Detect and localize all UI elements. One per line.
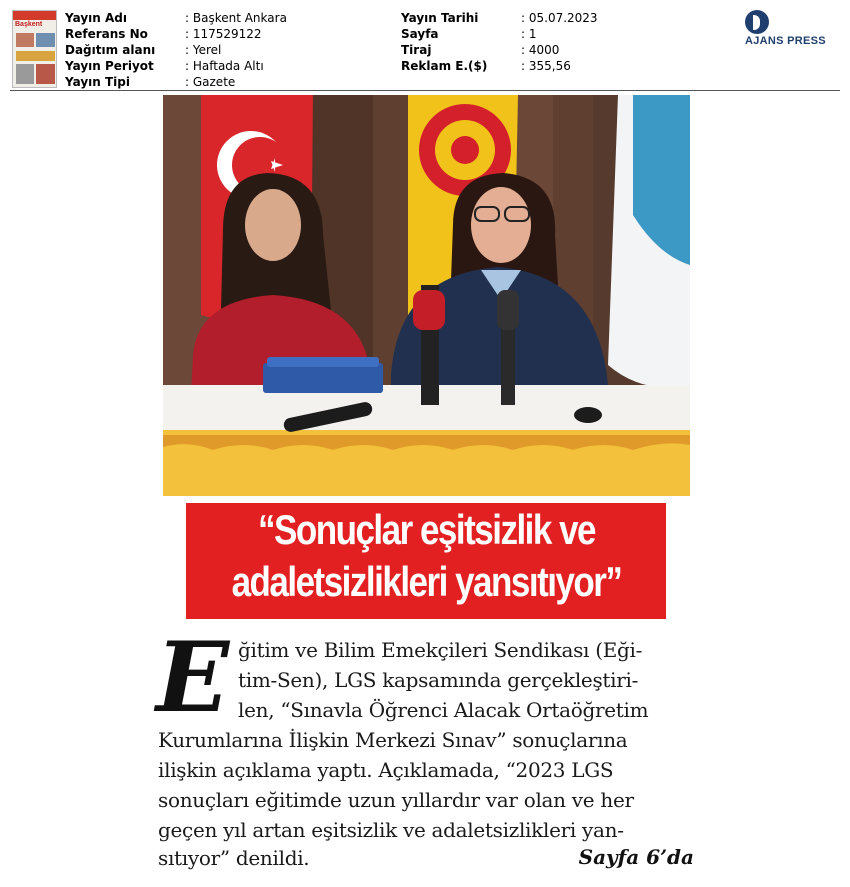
- meta-value: : Yerel: [185, 43, 222, 57]
- thumbnail-photo-block: [36, 33, 55, 47]
- meta-value: : 05.07.2023: [521, 11, 598, 25]
- meta-value: : 355,56: [521, 59, 571, 73]
- meta-label: Yayın Tarihi: [401, 11, 479, 25]
- meta-value: : 117529122: [185, 27, 262, 41]
- publication-meta-left: [65, 10, 287, 90]
- meta-row-type: [65, 74, 287, 90]
- headline-line-2: adaletsizlikleri yansıtıyor”: [231, 559, 622, 606]
- meta-row-page: [401, 26, 598, 42]
- article-line: geçen yıl artan eşitsizlik ve adaletsizlikleri yan-: [158, 818, 624, 842]
- press-conference-illustration: [163, 95, 690, 496]
- thumbnail-text-block: [16, 51, 55, 61]
- headline-line-1: “Sonuçlar eşitsizlik ve: [257, 507, 596, 554]
- drop-cap: E: [156, 621, 230, 734]
- article-line: Kurumlarına İlişkin Merkezi Sınav” sonuçlarına: [158, 728, 628, 752]
- thumbnail-photo-block: [16, 64, 34, 84]
- thumbnail-masthead: Başkent: [15, 21, 43, 28]
- publication-meta-right: [401, 10, 598, 74]
- meta-label: Tiraj: [401, 43, 432, 57]
- meta-row-period: [65, 58, 287, 74]
- press-conference-photo: [163, 95, 690, 496]
- meta-row-publication-name: [65, 10, 287, 26]
- continued-page-ref[interactable]: Sayfa 6’da: [578, 845, 694, 869]
- article-line: len, “Sınavla Öğrenci Alacak Ortaöğretim: [238, 698, 649, 722]
- meta-row-reference-no: [65, 26, 287, 42]
- meta-value: : 4000: [521, 43, 560, 57]
- meta-row-date: [401, 10, 598, 26]
- article-line: sıtıyor” denildi.: [158, 846, 310, 870]
- ajans-press-mark-icon: [745, 10, 769, 34]
- meta-label: Yayın Tipi: [65, 75, 130, 89]
- article-line: sonuçları eğitimde uzun yıllardır var olan ve her: [158, 788, 634, 812]
- meta-row-circulation: [401, 42, 598, 58]
- article-body: [156, 621, 696, 872]
- headline-banner: [163, 499, 690, 621]
- meta-label: Reklam E.($): [401, 59, 488, 73]
- logo-text: AJANS PRESS: [745, 35, 826, 47]
- meta-label: Dağıtım alanı: [65, 43, 156, 57]
- thumbnail-photo-block: [16, 33, 34, 47]
- meta-label: Yayın Periyot: [65, 59, 154, 73]
- newspaper-thumbnail[interactable]: [12, 10, 57, 88]
- meta-row-ad-value: [401, 58, 598, 74]
- meta-label: Yayın Adı: [65, 11, 127, 25]
- meta-label: Referans No: [65, 27, 148, 41]
- meta-value: : Gazete: [185, 75, 236, 89]
- article-line: ğitim ve Bilim Emekçileri Sendikası (Eği-: [238, 638, 643, 662]
- meta-value: : Haftada Altı: [185, 59, 264, 73]
- ajans-press-logo: [745, 10, 840, 50]
- header-divider: [10, 90, 840, 91]
- article-line: ilişkin açıklama yaptı. Açıklamada, “2023 LGS: [158, 758, 614, 782]
- meta-label: Sayfa: [401, 27, 439, 41]
- article-line: tim-Sen), LGS kapsamında gerçekleştiri-: [238, 668, 639, 692]
- meta-row-distribution: [65, 42, 287, 58]
- meta-value: : Başkent Ankara: [185, 11, 287, 25]
- meta-value: : 1: [521, 27, 537, 41]
- thumbnail-top-strip: [13, 11, 56, 20]
- thumbnail-photo-block: [36, 64, 55, 84]
